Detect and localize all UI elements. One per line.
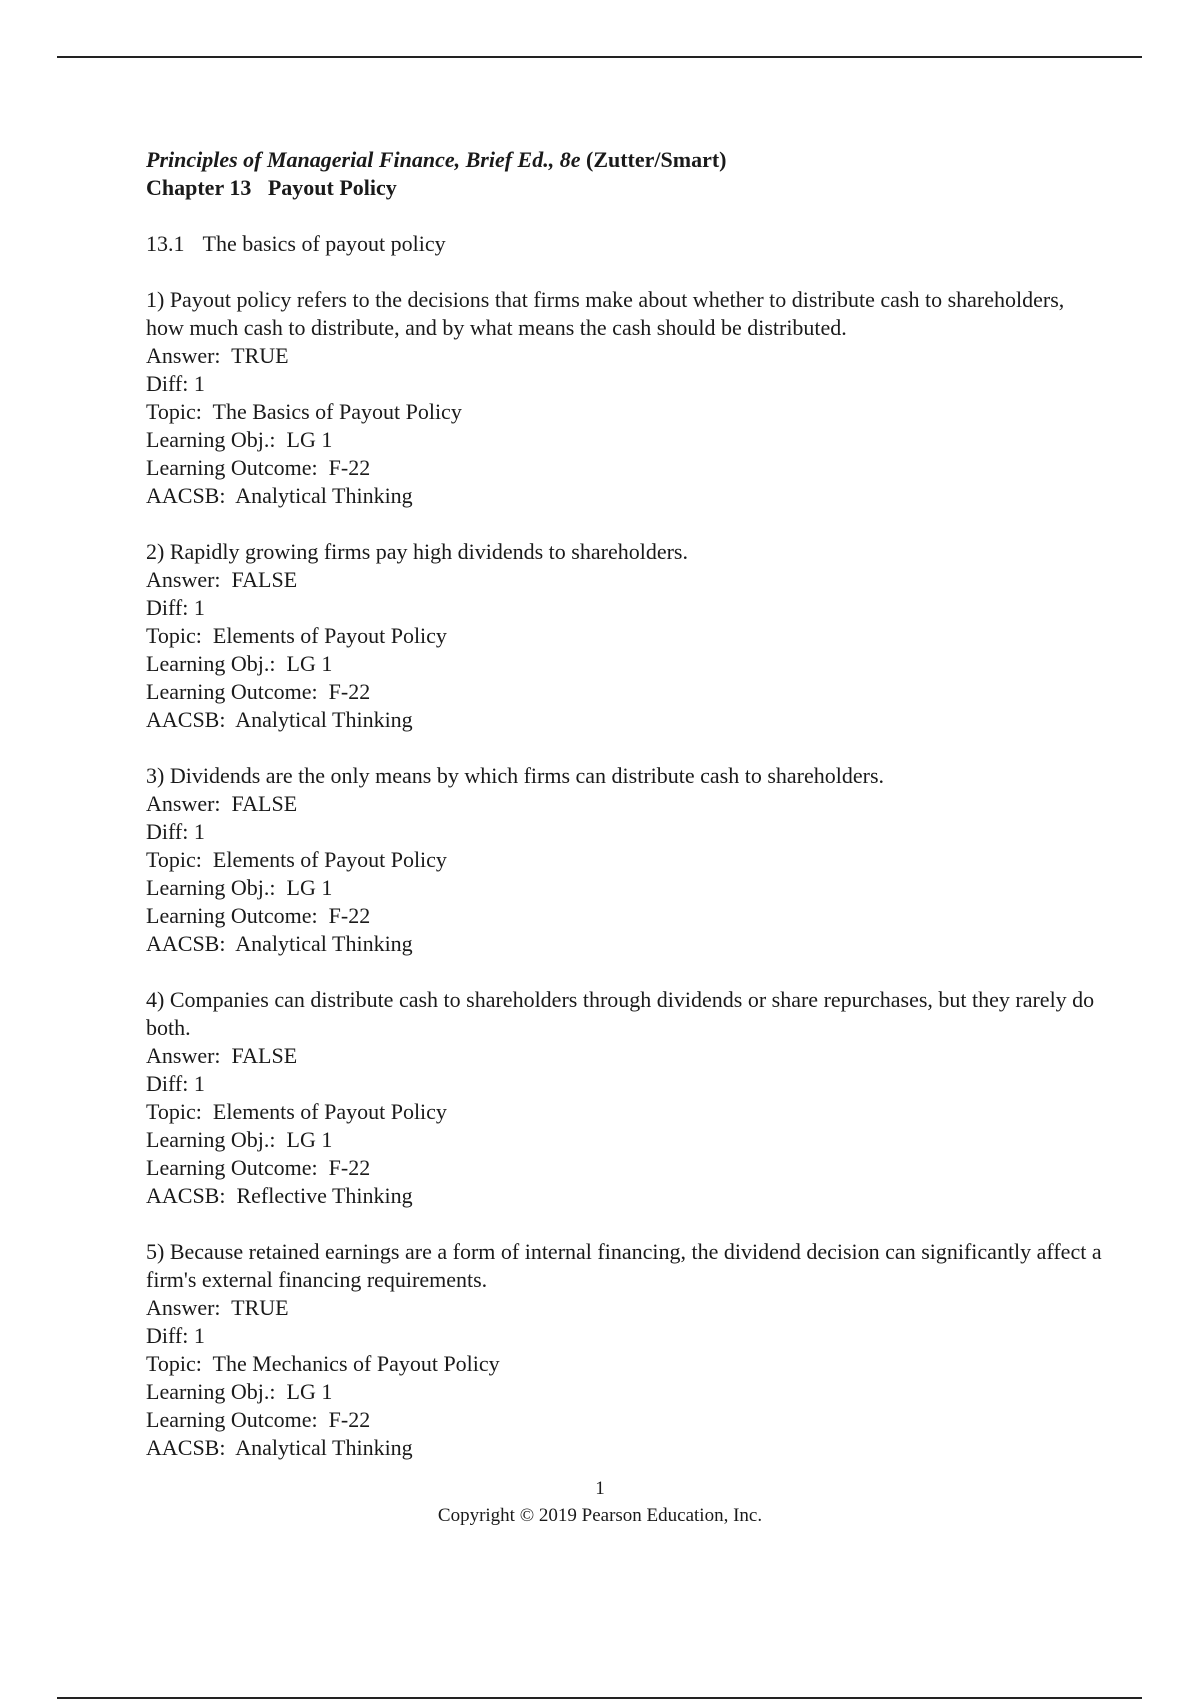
learning-obj-value: LG 1 (286, 875, 333, 900)
answer-line (146, 342, 1106, 370)
learning-obj-line (146, 650, 1106, 678)
question-text: 5) Because retained earnings are a form of internal financing, the dividend decision can significantly affect a firm's external financing requirements. (146, 1239, 1102, 1292)
learning-outcome-line (146, 1154, 1106, 1182)
aacsb-value: Reflective Thinking (236, 1183, 413, 1208)
learning-outcome-label: Learning Outcome: (146, 679, 318, 704)
question-text: 1) Payout policy refers to the decisions that firms make about whether to distribute cash to shareholders, how much cash to distribute, and by what means the cash should be distributed. (146, 287, 1065, 340)
learning-outcome-line (146, 1406, 1106, 1434)
aacsb-value: Analytical Thinking (235, 707, 413, 732)
section-heading (146, 230, 1106, 258)
topic-line (146, 846, 1106, 874)
topic-line (146, 1098, 1106, 1126)
page-footer (0, 1475, 1200, 1529)
question-text: 2) Rapidly growing firms pay high dividends to shareholders. (146, 539, 688, 564)
book-authors: (Zutter/Smart) (586, 147, 727, 172)
learning-outcome-label: Learning Outcome: (146, 455, 318, 480)
learning-obj-line (146, 874, 1106, 902)
aacsb-label: AACSB: (146, 1183, 226, 1208)
page-number: 1 (595, 1478, 605, 1499)
diff-value: 1 (193, 595, 205, 620)
learning-obj-label: Learning Obj.: (146, 1379, 276, 1404)
top-rule (57, 56, 1142, 58)
diff-label: Diff: (146, 1071, 189, 1096)
diff-label: Diff: (146, 371, 189, 396)
diff-value: 1 (193, 371, 205, 396)
question-item (146, 986, 1106, 1210)
diff-value: 1 (193, 819, 205, 844)
answer-value: TRUE (231, 1295, 289, 1320)
diff-line (146, 1322, 1106, 1350)
aacsb-label: AACSB: (146, 483, 226, 508)
section-title: The basics of payout policy (202, 231, 446, 256)
learning-obj-label: Learning Obj.: (146, 875, 276, 900)
answer-label: Answer: (146, 791, 221, 816)
book-title: Principles of Managerial Finance, Brief Ed., 8e (146, 147, 581, 172)
aacsb-label: AACSB: (146, 1435, 226, 1460)
topic-value: Elements of Payout Policy (212, 623, 447, 648)
aacsb-label: AACSB: (146, 931, 226, 956)
answer-label: Answer: (146, 1295, 221, 1320)
diff-line (146, 594, 1106, 622)
diff-line (146, 370, 1106, 398)
chapter-label: Chapter 13 (146, 175, 252, 200)
learning-outcome-value: F-22 (328, 679, 371, 704)
question-list (146, 286, 1106, 1462)
aacsb-value: Analytical Thinking (235, 931, 413, 956)
chapter-title: Payout Policy (267, 175, 397, 200)
learning-outcome-line (146, 902, 1106, 930)
diff-label: Diff: (146, 595, 189, 620)
answer-label: Answer: (146, 343, 221, 368)
question-item (146, 762, 1106, 958)
learning-obj-line (146, 1126, 1106, 1154)
topic-value: Elements of Payout Policy (212, 847, 447, 872)
copyright-notice: Copyright © 2019 Pearson Education, Inc. (437, 1505, 763, 1526)
question-item (146, 538, 1106, 734)
bottom-rule (57, 1697, 1142, 1699)
aacsb-value: Analytical Thinking (235, 1435, 413, 1460)
topic-line (146, 398, 1106, 426)
aacsb-line (146, 930, 1106, 958)
question-text: 4) Companies can distribute cash to shareholders through dividends or share repurchases, but they rarely do both. (146, 987, 1095, 1040)
diff-value: 1 (193, 1071, 205, 1096)
topic-label: Topic: (146, 399, 202, 424)
topic-value: Elements of Payout Policy (212, 1099, 447, 1124)
topic-label: Topic: (146, 1351, 202, 1376)
learning-obj-value: LG 1 (286, 427, 333, 452)
answer-value: FALSE (231, 1043, 298, 1068)
topic-label: Topic: (146, 847, 202, 872)
question-item (146, 1238, 1106, 1462)
learning-outcome-label: Learning Outcome: (146, 1155, 318, 1180)
answer-value: TRUE (231, 343, 289, 368)
aacsb-label: AACSB: (146, 707, 226, 732)
diff-line (146, 1070, 1106, 1098)
document-body (146, 146, 1106, 1462)
learning-outcome-line (146, 678, 1106, 706)
aacsb-line (146, 1182, 1106, 1210)
aacsb-line (146, 482, 1106, 510)
aacsb-line (146, 1434, 1106, 1462)
learning-obj-label: Learning Obj.: (146, 427, 276, 452)
answer-line (146, 790, 1106, 818)
answer-label: Answer: (146, 567, 221, 592)
chapter-title-line (146, 174, 1106, 202)
learning-outcome-label: Learning Outcome: (146, 1407, 318, 1432)
answer-label: Answer: (146, 1043, 221, 1068)
answer-line (146, 1042, 1106, 1070)
learning-obj-value: LG 1 (286, 651, 333, 676)
diff-value: 1 (193, 1323, 205, 1348)
question-item (146, 286, 1106, 510)
answer-value: FALSE (231, 791, 298, 816)
question-text: 3) Dividends are the only means by which firms can distribute cash to shareholders. (146, 763, 885, 788)
learning-outcome-line (146, 454, 1106, 482)
topic-label: Topic: (146, 1099, 202, 1124)
learning-obj-line (146, 426, 1106, 454)
aacsb-value: Analytical Thinking (235, 483, 413, 508)
answer-line (146, 1294, 1106, 1322)
learning-outcome-value: F-22 (328, 1407, 371, 1432)
diff-label: Diff: (146, 819, 189, 844)
diff-label: Diff: (146, 1323, 189, 1348)
learning-outcome-label: Learning Outcome: (146, 903, 318, 928)
answer-line (146, 566, 1106, 594)
topic-value: The Mechanics of Payout Policy (212, 1351, 500, 1376)
learning-obj-label: Learning Obj.: (146, 1127, 276, 1152)
answer-value: FALSE (231, 567, 298, 592)
diff-line (146, 818, 1106, 846)
topic-line (146, 1350, 1106, 1378)
book-title-line (146, 146, 1106, 174)
section-number: 13.1 (146, 231, 185, 256)
learning-obj-line (146, 1378, 1106, 1406)
learning-outcome-value: F-22 (328, 903, 371, 928)
learning-outcome-value: F-22 (328, 1155, 371, 1180)
learning-outcome-value: F-22 (328, 455, 371, 480)
topic-line (146, 622, 1106, 650)
learning-obj-value: LG 1 (286, 1127, 333, 1152)
learning-obj-value: LG 1 (286, 1379, 333, 1404)
topic-label: Topic: (146, 623, 202, 648)
topic-value: The Basics of Payout Policy (212, 399, 462, 424)
learning-obj-label: Learning Obj.: (146, 651, 276, 676)
aacsb-line (146, 706, 1106, 734)
